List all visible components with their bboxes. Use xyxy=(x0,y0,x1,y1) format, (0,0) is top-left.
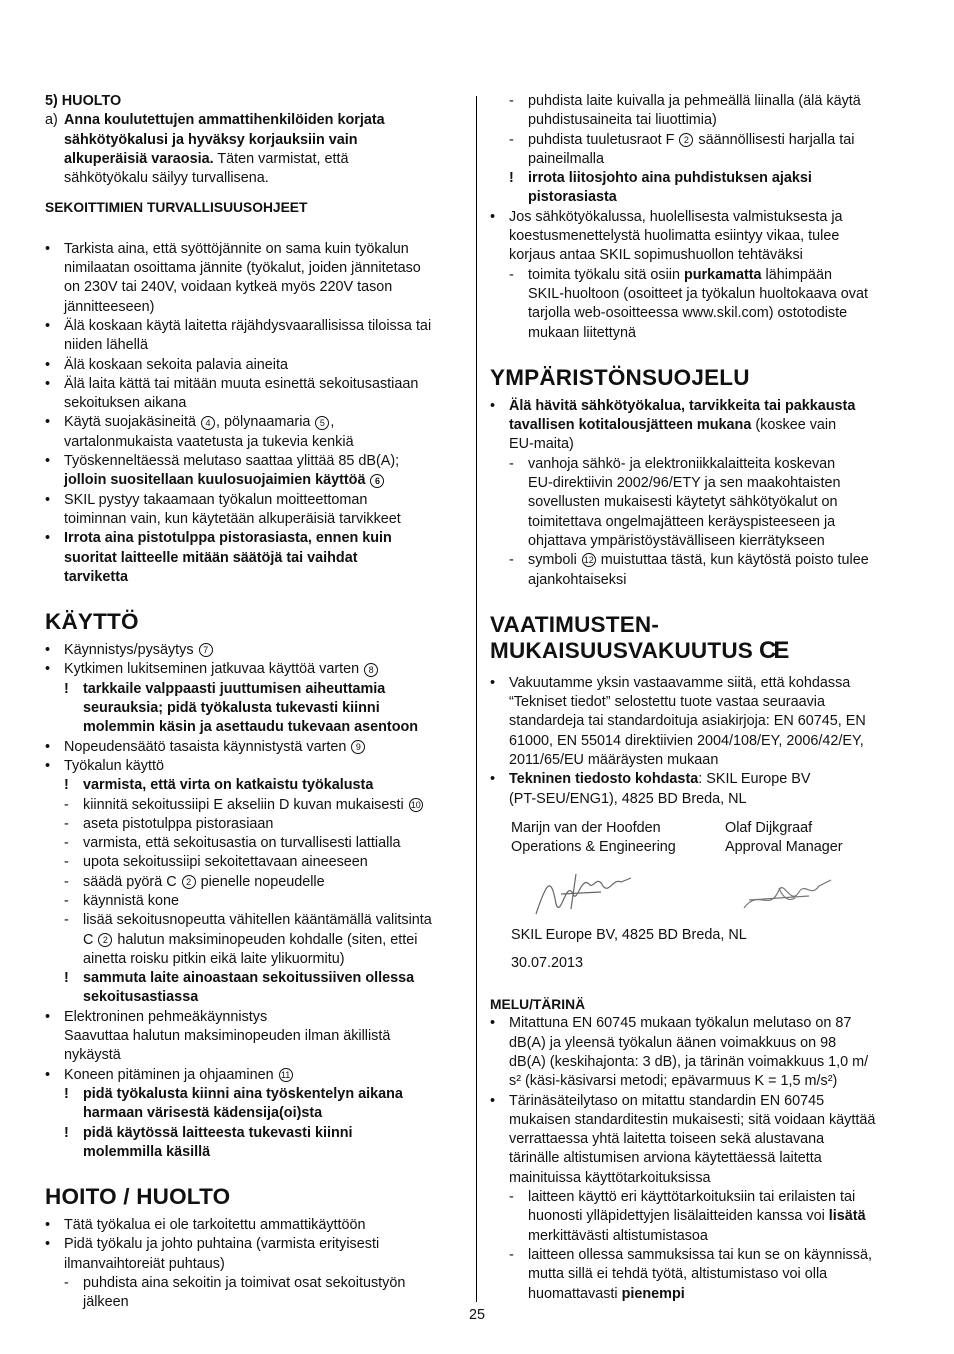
line-text: EU-maita) xyxy=(509,436,574,453)
text-line xyxy=(490,1285,912,1304)
line-text: dB(A) (keskihajonta: 3 dB), ja tärinän voimakkuus 1,0 m/ xyxy=(509,1053,869,1070)
bullet-icon: • xyxy=(45,1066,51,1083)
text-line xyxy=(490,131,912,150)
text-line xyxy=(490,1265,912,1284)
reference-number-icon: 2 xyxy=(182,875,196,889)
text-line xyxy=(490,712,912,731)
text-line xyxy=(490,751,912,770)
warning-mark-icon: ! xyxy=(64,1124,69,1141)
line-text: koestusmenettelystä huolimatta esiintyy vikaa, tulee xyxy=(509,228,840,245)
line-text: sammuta laite ainoastaan sekoitussiiven ollessa xyxy=(83,970,415,987)
text-line xyxy=(490,416,912,435)
text-line xyxy=(45,1124,465,1143)
signer2-title: Approval Manager xyxy=(725,839,843,856)
line-text: niiden lähellä xyxy=(64,337,149,354)
line-text: puhdistusaineita tai liuottimia) xyxy=(528,112,717,129)
warning-mark-icon: ! xyxy=(64,970,69,987)
text-line xyxy=(490,188,912,207)
text-line xyxy=(45,510,465,529)
text-line xyxy=(490,1169,912,1188)
text-line xyxy=(45,660,465,679)
text-line xyxy=(45,1066,465,1085)
bullet-icon: • xyxy=(490,208,496,225)
text-line xyxy=(490,571,912,590)
line-text: varmista, että sekoitusastia on turvallisesti lattialla xyxy=(83,835,401,852)
bold-text: Anna koulutettujen ammattihenkilöiden korjata xyxy=(64,112,385,129)
line-text: s² (käsi-käsivarsi metodi; epävarmuus K = 1,5 m/s²) xyxy=(509,1073,838,1090)
line-text: EU-direktiivin 2002/96/ETY ja sen maakohtaisten xyxy=(528,475,841,492)
dash-icon: - xyxy=(509,1189,514,1206)
line-text: vanhoja sähkö- ja elektroniikkalaitteita koskevan xyxy=(528,455,836,472)
text-line xyxy=(45,375,465,394)
text-line xyxy=(45,111,465,130)
ce-mark-icon: CE xyxy=(759,636,787,664)
signer1-name: Marijn van der Hoofden xyxy=(511,819,661,836)
bullet-icon: • xyxy=(490,674,496,691)
dash-icon: - xyxy=(64,912,69,929)
line-text: suoritat laitteelle mitään säätöjä tai vaihdat xyxy=(64,549,358,566)
line-text: jolloin suositellaan kuulosuojaimien käyttöä 6 xyxy=(64,471,385,490)
bullet-icon: • xyxy=(45,453,51,470)
text-line xyxy=(45,969,465,988)
text-line xyxy=(45,1255,465,1274)
signature-2-icon xyxy=(739,868,859,932)
bullet-icon: • xyxy=(45,661,51,678)
line-text: Jos sähkötyökalussa, huolellisesta valmistuksesta ja xyxy=(509,208,843,225)
bold-text: pienempi xyxy=(621,1285,685,1302)
bold-text: tavallisen kotitalousjätteen mukana xyxy=(509,417,752,434)
text-line xyxy=(490,208,912,227)
line-text: paineilmalla xyxy=(528,150,604,167)
signer1-title: Operations & Engineering xyxy=(511,839,676,856)
text-line xyxy=(490,1092,912,1111)
dash-icon: - xyxy=(64,892,69,909)
line-text: molemmin käsin ja asettaudu tukevaan asentoon xyxy=(83,719,419,736)
line-text: Käytä suojakäsineitä 4 , pölynaamaria 5 , xyxy=(64,414,335,431)
line-text: laitteen käyttö eri käyttötarkoituksiin tai erilaisten tai xyxy=(528,1189,856,1206)
line-text: Nopeudensäätö tasaista käynnistystä varten 9 xyxy=(64,738,366,757)
line-text: symboli 12 muistuttaa tästä, kun käytöstä poisto tulee xyxy=(528,552,869,569)
line-text: nykäystä xyxy=(64,1047,121,1064)
text-line xyxy=(45,240,465,259)
text-line xyxy=(490,1053,912,1072)
text-line xyxy=(490,246,912,265)
text-line xyxy=(45,433,465,452)
line-text: Saavuttaa halutun maksiminopeuden ilman äkillistä xyxy=(64,1028,391,1045)
line-text: Tärinäsäteilytaso on mitattu standardin EN 60745 xyxy=(509,1092,825,1109)
text-line xyxy=(45,549,465,568)
line-text: puhdista tuuletusraot F 2 säännöllisesti harjalla tai xyxy=(528,131,855,148)
text-line xyxy=(45,336,465,355)
bullet-icon: • xyxy=(490,1092,496,1109)
line-text: pidä työkalusta kiinni aina työskentelyn aikana xyxy=(83,1085,403,1102)
reference-number-icon: 12 xyxy=(583,555,594,566)
heading-hoito: HOITO / HUOLTO xyxy=(45,1184,231,1210)
reference-number-icon: 2 xyxy=(679,133,693,147)
dash-icon: - xyxy=(509,552,514,569)
text-line xyxy=(45,796,465,815)
line-text: jälkeen xyxy=(83,1294,129,1311)
left-column xyxy=(45,92,465,1313)
text-line xyxy=(45,317,465,336)
vaatimus-list xyxy=(490,674,912,809)
text-line xyxy=(490,455,912,474)
line-text: säädä pyörä C 2 pienelle nopeudelle xyxy=(83,873,325,890)
hoito-list xyxy=(45,1216,465,1312)
section-heading-safety: SEKOITTIMIEN TURVALLISUUSOHJEET xyxy=(45,200,308,216)
bold-text: sähkötyökalusi ja hyväksy korjauksiin vain xyxy=(64,131,358,148)
text-line xyxy=(490,92,912,111)
line-text: tarkkaile valppaasti juuttumisen aiheuttamia xyxy=(83,680,386,697)
text-line xyxy=(45,150,465,169)
text-line xyxy=(45,1274,465,1293)
bold-text: lisätä xyxy=(828,1208,866,1225)
text-line xyxy=(45,1104,465,1123)
line-text: laitteen ollessa sammuksissa tai kun se on käynnissä, xyxy=(528,1246,872,1263)
warning-mark-icon: ! xyxy=(64,680,69,697)
line-text: ajankohtaiseksi xyxy=(528,571,627,588)
text-line xyxy=(45,1143,465,1162)
text-line xyxy=(45,298,465,317)
line-text: tarviketta xyxy=(64,568,128,585)
text-line xyxy=(490,693,912,712)
section-heading-melu: MELU/TÄRINÄ xyxy=(490,997,586,1013)
bullet-icon: • xyxy=(45,356,51,373)
text-line xyxy=(490,1014,912,1033)
line-text: merkittävästi altistumistasoa xyxy=(528,1227,708,1244)
section-heading-huolto: 5) HUOLTO xyxy=(45,93,122,109)
bullet-icon: • xyxy=(490,1015,496,1032)
text-line xyxy=(45,452,465,471)
text-line xyxy=(490,493,912,512)
line-text: molemmilla käsillä xyxy=(83,1143,211,1160)
text-line xyxy=(490,1207,912,1226)
line-text: mainituissa käyttötarkoituksissa xyxy=(509,1169,711,1186)
dash-icon: - xyxy=(64,873,69,890)
line-text: harmaan värisestä kädensija(oi)sta xyxy=(83,1105,323,1122)
line-text: SKIL pystyy takaamaan työkalun moitteettoman xyxy=(64,491,368,508)
heading-vaatimus-2-text: MUKAISUUSVAKUUTUS xyxy=(490,637,753,663)
bullet-icon: • xyxy=(45,738,51,755)
text-line xyxy=(45,834,465,853)
line-text: varmista, että virta on katkaistu työkalusta xyxy=(83,777,374,794)
reference-number-icon: 9 xyxy=(351,740,365,754)
text-line xyxy=(45,911,465,930)
bullet-icon: • xyxy=(490,397,496,414)
ymparisto-list xyxy=(490,397,912,590)
line-text: SKIL-huoltoon (osoitteet ja työkalun huoltokaava ovat xyxy=(528,285,868,302)
line-text: pistorasiasta xyxy=(528,189,617,206)
line-text: ohjattava ympäristöystävälliseen kierrätykseen xyxy=(528,532,825,549)
line-text: Tekninen tiedosto kohdasta: SKIL Europe BV xyxy=(509,771,811,788)
line-text: aseta pistotulppa pistorasiaan xyxy=(83,815,274,832)
text-line xyxy=(45,259,465,278)
line-text: on 230V tai 240V, voidaan kytkeä myös 220V tason xyxy=(64,279,393,296)
text-line xyxy=(45,471,465,490)
column-divider xyxy=(476,96,477,1302)
text-line xyxy=(490,324,912,343)
text-line xyxy=(490,474,912,493)
line-text: huonosti ylläpidettyjen lisälaitteiden kanssa voi lisätä xyxy=(528,1208,866,1225)
text-line xyxy=(45,699,465,718)
line-text: Älä koskaan sekoita palavia aineita xyxy=(64,356,288,373)
line-text: sekoituksen aikana xyxy=(64,395,187,412)
line-text: Kytkimen lukitseminen jatkuvaa käyttöä varten 8 xyxy=(64,660,379,679)
dash-icon: - xyxy=(509,93,514,109)
bold-text: purkamatta xyxy=(683,266,762,283)
bullet-icon: • xyxy=(45,1236,51,1253)
kaytto-list xyxy=(45,641,465,1162)
text-line xyxy=(490,1130,912,1149)
line-text: Mitattuna EN 60745 mukaan työkalun melutaso on 87 xyxy=(509,1015,852,1032)
dash-icon: - xyxy=(509,266,514,283)
text-line xyxy=(490,1188,912,1207)
item-letter: a) xyxy=(45,112,58,129)
text-line xyxy=(490,435,912,454)
text-line xyxy=(45,1216,465,1235)
text-line xyxy=(490,551,912,570)
heading-ymparisto: YMPÄRISTÖNSUOJELU xyxy=(490,364,750,390)
reference-number-icon: 8 xyxy=(364,663,378,677)
line-text: seurauksia; pidä työkalusta tukevasti kiinni xyxy=(83,700,380,717)
line-text: mutta sillä ei tehdä työtä, altistumistaso voi olla xyxy=(528,1266,828,1283)
bullet-icon: • xyxy=(45,375,51,392)
melu-list xyxy=(490,1014,912,1303)
line-text: Vakuutamme yksin vastaavamme siitä, että kohdassa xyxy=(509,674,851,691)
line-text: lisää sekoitusnopeutta vähitellen kääntämällä valitsinta xyxy=(83,912,432,929)
line-text: Tätä työkalua ei ole tarkoitettu ammattikäyttöön xyxy=(64,1217,366,1234)
reference-number-icon: 5 xyxy=(315,416,329,430)
line-text: Työskenneltäessä melutaso saattaa ylittää 85 dB(A); xyxy=(64,453,400,470)
line-text: C 2 halutun maksiminopeuden kohdalle (siten, ettei xyxy=(83,931,418,948)
signature-block xyxy=(490,819,912,973)
line-text: verrattaessa yhtä laitetta toiseen sekä alustavana xyxy=(509,1131,825,1148)
text-line xyxy=(45,680,465,699)
line-text: upota sekoitussiipi sekoitettavaan aineeseen xyxy=(83,854,368,871)
text-line xyxy=(45,568,465,587)
huolto-item-a xyxy=(45,111,465,188)
text-line xyxy=(490,674,912,693)
line-text: Työkalun käyttö xyxy=(64,757,164,774)
text-line xyxy=(490,1072,912,1091)
text-line xyxy=(490,770,912,789)
line-text: käynnistä kone xyxy=(83,892,179,909)
line-text: Älä hävitä sähkötyökalua, tarvikkeita tai pakkausta xyxy=(509,397,856,414)
plain-text: sähkötyökalu säilyy turvallisena. xyxy=(64,170,269,187)
hoito-list-continued xyxy=(490,92,912,343)
text-line xyxy=(490,1111,912,1130)
text-line xyxy=(490,285,912,304)
dash-icon: - xyxy=(64,854,69,871)
bold-text: Tekninen tiedosto kohdasta xyxy=(509,771,699,788)
text-line xyxy=(490,732,912,751)
warning-mark-icon: ! xyxy=(64,1085,69,1102)
line-text: jännitteeseen) xyxy=(64,298,155,315)
text-line xyxy=(45,873,465,892)
line-text: tarjolla web-osoitteessa www.skil.com) ostotodiste xyxy=(528,305,848,322)
text-line xyxy=(45,394,465,413)
text-line xyxy=(490,266,912,285)
text-line xyxy=(490,513,912,532)
line-text: dB(A) ja yleensä työkalun äänen voimakkuus on 98 xyxy=(509,1034,837,1051)
text-line xyxy=(45,1235,465,1254)
line-text: standardeja tai standardoituja asiakirjoja: EN 60745, EN xyxy=(509,713,866,730)
text-line xyxy=(45,1027,465,1046)
text-line xyxy=(45,931,465,950)
text-line xyxy=(45,892,465,911)
warning-mark-icon: ! xyxy=(509,170,514,187)
line-text: 2011/65/EU määräysten mukaan xyxy=(509,752,719,769)
heading-kaytto: KÄYTTÖ xyxy=(45,609,139,635)
text-line xyxy=(490,169,912,188)
text-line xyxy=(45,853,465,872)
line-text: 61000, EN 55014 direktiivien 2004/108/EY, 2006/42/EY, xyxy=(509,732,864,749)
bullet-icon: • xyxy=(45,1217,51,1234)
text-line xyxy=(45,757,465,776)
signer2-name: Olaf Dijkgraaf xyxy=(725,819,813,836)
line-text: Älä koskaan käytä laitetta räjähdysvaarallisissa tiloissa tai xyxy=(64,317,432,334)
line-text: tärinälle altistumisen arviona käytettäessä laitetta xyxy=(509,1150,822,1167)
line-text: sekoitusastiassa xyxy=(83,989,199,1006)
text-line xyxy=(45,1008,465,1027)
text-line xyxy=(45,950,465,969)
signatures xyxy=(511,858,912,926)
bold-text: alkuperäisiä varaosia. xyxy=(64,150,214,167)
line-text: (PT-SEU/ENG1), 4825 BD Breda, NL xyxy=(509,790,747,807)
page-number: 25 xyxy=(468,1307,485,1323)
bullet-icon: • xyxy=(45,414,51,431)
reference-number-icon: 7 xyxy=(199,643,213,657)
dash-icon: - xyxy=(64,815,69,832)
dash-icon: - xyxy=(509,455,514,472)
line-text: ilmanvaihtoreiät puhtaus) xyxy=(64,1255,225,1272)
text-line xyxy=(490,150,912,169)
line-text: puhdista laite kuivalla ja pehmeällä liinalla (älä käytä xyxy=(528,93,861,109)
line-text: pidä käytössä laitteesta tukevasti kiinni xyxy=(83,1124,353,1141)
text-line xyxy=(490,397,912,416)
bullet-icon: • xyxy=(45,1008,51,1025)
line-text: Älä laita kättä tai mitään muuta esinettä sekoitusastiaan xyxy=(64,375,419,392)
line-text: toiminnan vain, kun käytetään alkuperäisiä tarvikkeet xyxy=(64,510,401,527)
text-line xyxy=(490,1227,912,1246)
text-line xyxy=(490,790,912,809)
line-text: “Tekniset tiedot” selostettu tuote vastaa seuraavia xyxy=(509,694,825,711)
text-line xyxy=(490,1034,912,1053)
line-text: Irrota aina pistotulppa pistorasiasta, ennen kuin xyxy=(64,530,392,547)
line-text: toimita työkalu sitä osiin purkamatta lähimpään xyxy=(528,266,832,283)
line-text: ainetta roisku pitkin eikä laite ylikuormitu) xyxy=(83,950,345,967)
line-text: vartalonmukaista vaatetusta ja tukevia kenkiä xyxy=(64,433,354,450)
line-text: korjaus antaa SKIL sopimushuollon tehtäväksi xyxy=(509,247,803,264)
reference-number-icon: 2 xyxy=(98,933,112,947)
reference-number-icon: 6 xyxy=(370,474,384,488)
line-text: puhdista aina sekoitin ja toimivat osat sekoitustyön xyxy=(83,1275,406,1292)
bullet-icon: • xyxy=(45,491,51,508)
text-line xyxy=(45,278,465,297)
text-line xyxy=(45,1046,465,1065)
plain-text: Täten varmistat, että xyxy=(213,150,349,167)
line-text: tavallisen kotitalousjätteen mukana (koskee vain xyxy=(509,417,837,434)
text-line xyxy=(45,718,465,737)
dash-icon: - xyxy=(64,796,69,813)
text-line xyxy=(490,111,912,130)
line-text: Koneen pitäminen ja ohjaaminen 11 xyxy=(64,1066,294,1085)
text-line xyxy=(490,304,912,323)
line-text: Käynnistys/pysäytys 7 xyxy=(64,641,214,660)
line-text: mukaan liitettynä xyxy=(528,324,636,341)
text-line xyxy=(45,169,465,188)
dash-icon: - xyxy=(64,1275,69,1292)
bullet-icon: • xyxy=(45,530,51,547)
text-line xyxy=(45,131,465,150)
text-line xyxy=(45,529,465,548)
reference-number-icon: 10 xyxy=(410,799,421,810)
line-text: nimilaatan osoittama jännite (työkalut, joiden jännitetaso xyxy=(64,260,421,277)
text-line xyxy=(490,227,912,246)
bullet-icon: • xyxy=(490,771,496,788)
dash-icon: - xyxy=(64,835,69,852)
signature-date: 30.07.2013 xyxy=(511,954,584,971)
heading-vaatimus-1: VAATIMUSTEN- xyxy=(490,611,660,637)
bullet-icon: • xyxy=(45,240,51,257)
text-line xyxy=(45,641,465,660)
line-text: huomattavasti pienempi xyxy=(528,1285,685,1302)
text-line xyxy=(45,988,465,1007)
text-line xyxy=(490,532,912,551)
text-line xyxy=(45,413,465,432)
line-text: mukaisen standarditestin mukaisesti; sitä voidaan käyttää xyxy=(509,1111,876,1128)
text-line xyxy=(45,815,465,834)
company-line: SKIL Europe BV, 4825 BD Breda, NL xyxy=(511,926,747,943)
dash-icon: - xyxy=(509,1246,514,1263)
reference-number-icon: 4 xyxy=(201,416,215,430)
line-text: kiinnitä sekoitussiipi E akseliin D kuvan mukaisesti 10 xyxy=(83,796,421,813)
text-line xyxy=(45,491,465,510)
line-text: irrota liitosjohto aina puhdistuksen ajaksi xyxy=(528,170,812,187)
line-text: Pidä työkalu ja johto puhtaina (varmista erityisesti xyxy=(64,1236,380,1253)
dash-icon: - xyxy=(509,131,514,148)
right-column xyxy=(490,92,912,1304)
text-line xyxy=(45,1085,465,1104)
signature-1-icon xyxy=(531,864,651,928)
bullet-icon: • xyxy=(45,757,51,774)
line-text: toimitettava ongelmajätteen keräyspisteeseen ja xyxy=(528,513,836,530)
bullet-icon: • xyxy=(45,317,51,334)
line-text: Tarkista aina, että syöttöjännite on sama kuin työkalun xyxy=(64,240,409,257)
text-line xyxy=(45,356,465,375)
line-text: sovellusten mukaisesti käytetyt sähkötyökalut on xyxy=(528,494,838,511)
reference-number-icon: 11 xyxy=(279,1068,293,1082)
safety-list xyxy=(45,240,465,587)
bullet-icon: • xyxy=(45,642,51,659)
text-line xyxy=(45,776,465,795)
text-line xyxy=(45,738,465,757)
warning-mark-icon: ! xyxy=(64,777,69,794)
text-line xyxy=(490,1246,912,1265)
text-line xyxy=(490,1149,912,1168)
line-text: Elektroninen pehmeäkäynnistys xyxy=(64,1008,268,1025)
heading-vaatimus-2 xyxy=(490,638,912,664)
